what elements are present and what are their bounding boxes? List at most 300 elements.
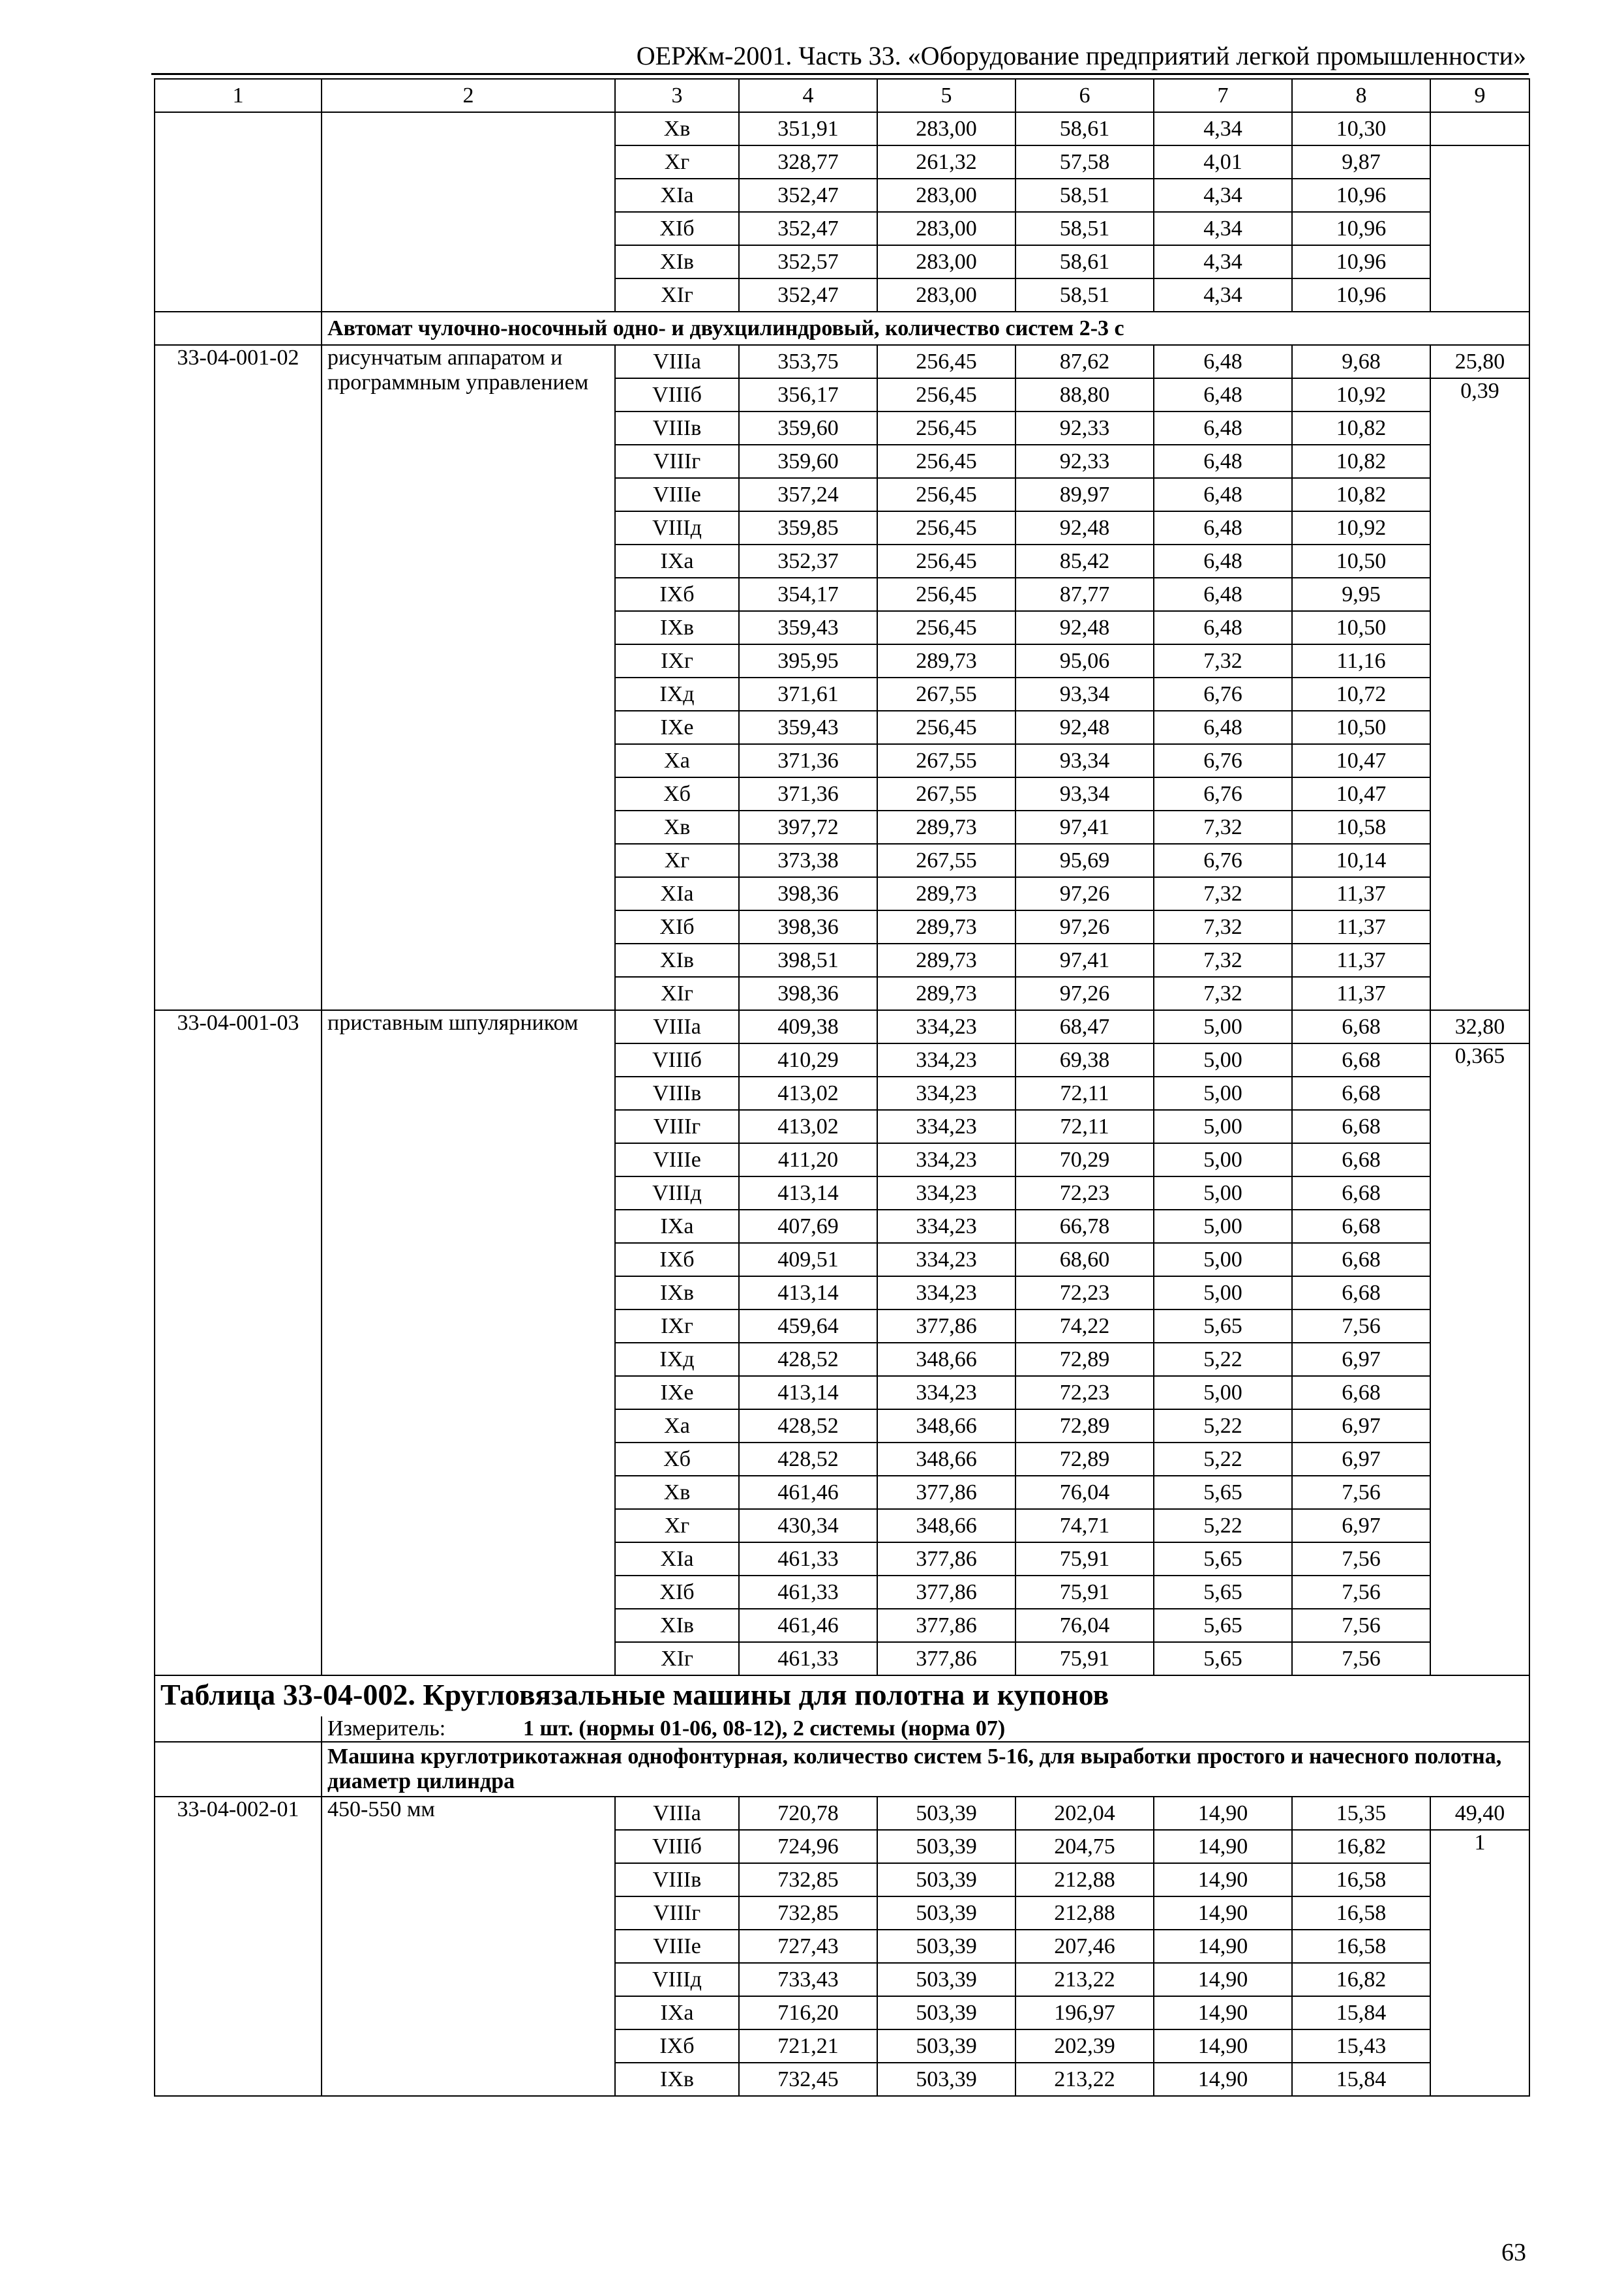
value-cell: 348,66 <box>877 1409 1015 1443</box>
value-cell: 716,20 <box>739 1996 877 2029</box>
value-cell: 334,23 <box>877 1243 1015 1276</box>
value-cell: 256,45 <box>877 511 1015 545</box>
value-cell: 76,04 <box>1015 1609 1154 1642</box>
value-cell: 413,14 <box>739 1176 877 1210</box>
zone-cell: IXб <box>615 1243 739 1276</box>
zone-cell: VIIIг <box>615 1110 739 1143</box>
zone-cell: VIIIа <box>615 1797 739 1830</box>
table-row <box>155 345 1529 378</box>
zone-cell: IXв <box>615 1276 739 1309</box>
value-cell: 14,90 <box>1154 1797 1292 1830</box>
value-cell: 5,22 <box>1154 1443 1292 1476</box>
value-cell: 95,69 <box>1015 844 1154 877</box>
value-cell: 6,48 <box>1154 345 1292 378</box>
value-cell: 11,16 <box>1292 644 1430 678</box>
value-cell: 14,90 <box>1154 1863 1292 1896</box>
zone-cell: VIIIе <box>615 478 739 511</box>
value-cell: 732,45 <box>739 2063 877 2096</box>
value-cell: 352,47 <box>739 179 877 212</box>
value-cell: 354,17 <box>739 578 877 611</box>
value-cell: 97,26 <box>1015 877 1154 910</box>
value-cell: 4,01 <box>1154 145 1292 179</box>
value-cell: 10,92 <box>1292 378 1430 411</box>
norms-table <box>154 78 1530 2097</box>
value-cell: 6,48 <box>1154 545 1292 578</box>
value-cell: 14,90 <box>1154 2029 1292 2063</box>
value-cell: 351,91 <box>739 112 877 145</box>
value-cell: 334,23 <box>877 1210 1015 1243</box>
value-cell: 334,23 <box>877 1010 1015 1043</box>
value-cell: 10,82 <box>1292 478 1430 511</box>
value-cell: 72,23 <box>1015 1176 1154 1210</box>
value-cell: 6,76 <box>1154 744 1292 777</box>
zone-cell: IXа <box>615 545 739 578</box>
value-cell: 10,96 <box>1292 278 1430 312</box>
measure-label: Измеритель: <box>327 1716 446 1741</box>
norm-name: 450-550 мм <box>322 1797 615 2096</box>
value-cell: 503,39 <box>877 1896 1015 1930</box>
value-cell: 461,46 <box>739 1609 877 1642</box>
column-number: 5 <box>877 79 1015 112</box>
zone-cell: Xб <box>615 777 739 811</box>
value-cell: 733,43 <box>739 1963 877 1996</box>
value-cell: 334,23 <box>877 1376 1015 1409</box>
norm-name: приставным шпулярником <box>322 1010 615 1675</box>
value-cell: 4,34 <box>1154 179 1292 212</box>
table-title: Таблица 33-04-002. Кругловязальные машины для полотна и купонов <box>160 1677 1109 1711</box>
value-cell: 10,96 <box>1292 212 1430 245</box>
value-cell: 334,23 <box>877 1043 1015 1077</box>
value-cell: 409,38 <box>739 1010 877 1043</box>
zone-cell: XIв <box>615 245 739 278</box>
value-cell: 10,82 <box>1292 445 1430 478</box>
value-cell: 503,39 <box>877 2063 1015 2096</box>
value-cell: 7,32 <box>1154 877 1292 910</box>
zone-cell: VIIIа <box>615 1010 739 1043</box>
value-cell: 721,21 <box>739 2029 877 2063</box>
value-cell: 5,00 <box>1154 1243 1292 1276</box>
value-cell: 16,58 <box>1292 1896 1430 1930</box>
value-cell: 11,37 <box>1292 877 1430 910</box>
value-cell: 727,43 <box>739 1930 877 1963</box>
zone-cell: XIа <box>615 1542 739 1576</box>
value-cell: 371,61 <box>739 678 877 711</box>
value-cell: 732,85 <box>739 1863 877 1896</box>
value-cell: 503,39 <box>877 1797 1015 1830</box>
value-cell: 6,97 <box>1292 1409 1430 1443</box>
value-cell: 10,47 <box>1292 744 1430 777</box>
value-cell: 97,26 <box>1015 910 1154 944</box>
value-cell: 5,00 <box>1154 1110 1292 1143</box>
value-cell: 398,36 <box>739 877 877 910</box>
value-cell: 428,52 <box>739 1443 877 1476</box>
value-cell: 69,38 <box>1015 1043 1154 1077</box>
value-cell: 377,86 <box>877 1309 1015 1343</box>
value-cell: 334,23 <box>877 1077 1015 1110</box>
column-number: 2 <box>322 79 615 112</box>
value-cell: 87,77 <box>1015 578 1154 611</box>
column-number: 3 <box>615 79 739 112</box>
value-cell: 267,55 <box>877 744 1015 777</box>
value-cell: 92,48 <box>1015 711 1154 744</box>
zone-cell: VIIIг <box>615 1896 739 1930</box>
value-cell: 256,45 <box>877 545 1015 578</box>
value-cell: 207,46 <box>1015 1930 1154 1963</box>
value-cell: 5,00 <box>1154 1376 1292 1409</box>
value-cell: 58,61 <box>1015 112 1154 145</box>
value-cell: 87,62 <box>1015 345 1154 378</box>
table-row <box>155 1797 1529 1830</box>
value-cell: 9,68 <box>1292 345 1430 378</box>
header-rule <box>151 73 1529 75</box>
zone-cell: XIг <box>615 1642 739 1675</box>
value-cell: 4,34 <box>1154 112 1292 145</box>
value-cell: 75,91 <box>1015 1576 1154 1609</box>
col9-value <box>1430 112 1529 145</box>
value-cell: 503,39 <box>877 1830 1015 1863</box>
value-cell: 503,39 <box>877 2029 1015 2063</box>
value-cell: 10,82 <box>1292 411 1430 445</box>
value-cell: 70,29 <box>1015 1143 1154 1176</box>
section-title: Машина круглотрикотажная однофонтурная, количество систем 5-16, для выработки простого и начесного полотна, диаметр цилиндра <box>322 1742 1529 1797</box>
value-cell: 289,73 <box>877 811 1015 844</box>
value-cell: 5,65 <box>1154 1609 1292 1642</box>
value-cell: 352,57 <box>739 245 877 278</box>
value-cell: 92,48 <box>1015 611 1154 644</box>
zone-cell: Xв <box>615 1476 739 1509</box>
zone-cell: IXе <box>615 1376 739 1409</box>
value-cell: 10,96 <box>1292 179 1430 212</box>
value-cell: 289,73 <box>877 944 1015 977</box>
value-cell: 97,41 <box>1015 811 1154 844</box>
zone-cell: XIв <box>615 944 739 977</box>
value-cell: 58,51 <box>1015 179 1154 212</box>
zone-cell: IXб <box>615 578 739 611</box>
value-cell: 75,91 <box>1015 1542 1154 1576</box>
value-cell: 92,33 <box>1015 411 1154 445</box>
value-cell: 14,90 <box>1154 2063 1292 2096</box>
value-cell: 15,84 <box>1292 2063 1430 2096</box>
zone-cell: IXа <box>615 1996 739 2029</box>
column-number-row <box>155 79 1529 112</box>
value-cell: 4,34 <box>1154 245 1292 278</box>
value-cell: 15,84 <box>1292 1996 1430 2029</box>
value-cell: 72,89 <box>1015 1443 1154 1476</box>
column-number: 6 <box>1015 79 1154 112</box>
value-cell: 93,34 <box>1015 744 1154 777</box>
zone-cell: IXг <box>615 644 739 678</box>
value-cell: 16,58 <box>1292 1930 1430 1963</box>
value-cell: 428,52 <box>739 1343 877 1376</box>
value-cell: 7,32 <box>1154 977 1292 1010</box>
value-cell: 213,22 <box>1015 2063 1154 2096</box>
norm-code: 33-04-001-02 <box>155 345 322 1010</box>
value-cell: 6,48 <box>1154 711 1292 744</box>
value-cell: 6,68 <box>1292 1210 1430 1243</box>
value-cell: 377,86 <box>877 1642 1015 1675</box>
zone-cell: VIIIе <box>615 1143 739 1176</box>
value-cell: 9,95 <box>1292 578 1430 611</box>
value-cell: 92,33 <box>1015 445 1154 478</box>
value-cell: 359,60 <box>739 411 877 445</box>
value-cell: 6,68 <box>1292 1276 1430 1309</box>
column-number: 7 <box>1154 79 1292 112</box>
zone-cell: IXг <box>615 1309 739 1343</box>
value-cell: 5,00 <box>1154 1276 1292 1309</box>
zone-cell: VIIIд <box>615 511 739 545</box>
section-title: Автомат чулочно-носочный одно- и двухцилиндровый, количество систем 2-3 с <box>322 312 1529 345</box>
value-cell: 428,52 <box>739 1409 877 1443</box>
value-cell: 5,65 <box>1154 1576 1292 1609</box>
value-cell: 6,48 <box>1154 578 1292 611</box>
column-number: 1 <box>155 79 322 112</box>
value-cell: 398,36 <box>739 910 877 944</box>
value-cell: 74,22 <box>1015 1309 1154 1343</box>
value-cell: 5,00 <box>1154 1043 1292 1077</box>
value-cell: 359,43 <box>739 611 877 644</box>
section-spacer <box>155 1742 322 1797</box>
value-cell: 7,32 <box>1154 910 1292 944</box>
zone-cell: XIб <box>615 212 739 245</box>
value-cell: 328,77 <box>739 145 877 179</box>
value-cell: 72,11 <box>1015 1110 1154 1143</box>
section-spacer <box>155 312 322 345</box>
measure-cell <box>322 1716 1529 1742</box>
zone-cell: IXд <box>615 678 739 711</box>
value-cell: 10,50 <box>1292 611 1430 644</box>
value-cell: 256,45 <box>877 411 1015 445</box>
value-cell: 289,73 <box>877 877 1015 910</box>
value-cell: 407,69 <box>739 1210 877 1243</box>
zone-cell: Xа <box>615 1409 739 1443</box>
measure-value: 1 шт. (нормы 01-06, 08-12), 2 системы (норма 07) <box>523 1716 1006 1741</box>
measure-row <box>155 1716 1529 1742</box>
value-cell: 7,56 <box>1292 1542 1430 1576</box>
zone-cell: VIIIа <box>615 345 739 378</box>
norm-code <box>155 112 322 312</box>
value-cell: 97,26 <box>1015 977 1154 1010</box>
value-cell: 256,45 <box>877 611 1015 644</box>
value-cell: 398,51 <box>739 944 877 977</box>
value-cell: 6,76 <box>1154 844 1292 877</box>
value-cell: 7,56 <box>1292 1576 1430 1609</box>
value-cell: 11,37 <box>1292 977 1430 1010</box>
zone-cell: IXа <box>615 1210 739 1243</box>
table-title-cell <box>155 1675 1529 1716</box>
zone-cell: Xб <box>615 1443 739 1476</box>
value-cell: 461,33 <box>739 1576 877 1609</box>
value-cell: 413,02 <box>739 1077 877 1110</box>
value-cell: 503,39 <box>877 1963 1015 1996</box>
value-cell: 10,47 <box>1292 777 1430 811</box>
value-cell: 4,34 <box>1154 278 1292 312</box>
zone-cell: VIIIб <box>615 1043 739 1077</box>
value-cell: 283,00 <box>877 112 1015 145</box>
value-cell: 202,39 <box>1015 2029 1154 2063</box>
value-cell: 213,22 <box>1015 1963 1154 1996</box>
value-cell: 6,68 <box>1292 1143 1430 1176</box>
value-cell: 413,02 <box>739 1110 877 1143</box>
value-cell: 7,56 <box>1292 1476 1430 1509</box>
zone-cell: XIб <box>615 910 739 944</box>
value-cell: 9,87 <box>1292 145 1430 179</box>
zone-cell: IXд <box>615 1343 739 1376</box>
value-cell: 348,66 <box>877 1509 1015 1542</box>
value-cell: 6,68 <box>1292 1043 1430 1077</box>
value-cell: 256,45 <box>877 578 1015 611</box>
value-cell: 93,34 <box>1015 678 1154 711</box>
value-cell: 95,06 <box>1015 644 1154 678</box>
col9-value: 0,365 <box>1430 1043 1529 1675</box>
value-cell: 283,00 <box>877 278 1015 312</box>
value-cell: 503,39 <box>877 1863 1015 1896</box>
col9-value: 0,39 <box>1430 378 1529 1010</box>
page-number: 63 <box>1501 2239 1526 2266</box>
value-cell: 410,29 <box>739 1043 877 1077</box>
zone-cell: XIг <box>615 278 739 312</box>
table-row <box>155 112 1529 145</box>
zone-cell: Xг <box>615 145 739 179</box>
value-cell: 348,66 <box>877 1443 1015 1476</box>
value-cell: 11,37 <box>1292 944 1430 977</box>
column-number: 9 <box>1430 79 1529 112</box>
value-cell: 6,48 <box>1154 445 1292 478</box>
value-cell: 4,34 <box>1154 212 1292 245</box>
value-cell: 10,92 <box>1292 511 1430 545</box>
value-cell: 395,95 <box>739 644 877 678</box>
zone-cell: VIIIд <box>615 1176 739 1210</box>
table-body <box>155 79 1529 2096</box>
value-cell: 85,42 <box>1015 545 1154 578</box>
value-cell: 6,48 <box>1154 411 1292 445</box>
value-cell: 289,73 <box>877 910 1015 944</box>
value-cell: 256,45 <box>877 445 1015 478</box>
value-cell: 720,78 <box>739 1797 877 1830</box>
value-cell: 409,51 <box>739 1243 877 1276</box>
zone-cell: Xв <box>615 811 739 844</box>
zone-cell: VIIIб <box>615 378 739 411</box>
value-cell: 334,23 <box>877 1110 1015 1143</box>
value-cell: 14,90 <box>1154 1930 1292 1963</box>
col9-value: 32,80 <box>1430 1010 1529 1043</box>
value-cell: 212,88 <box>1015 1863 1154 1896</box>
value-cell: 6,68 <box>1292 1110 1430 1143</box>
value-cell: 256,45 <box>877 478 1015 511</box>
value-cell: 371,36 <box>739 777 877 811</box>
zone-cell: VIIIе <box>615 1930 739 1963</box>
value-cell: 357,24 <box>739 478 877 511</box>
value-cell: 6,68 <box>1292 1376 1430 1409</box>
value-cell: 72,89 <box>1015 1343 1154 1376</box>
zone-cell: VIIIв <box>615 1863 739 1896</box>
value-cell: 256,45 <box>877 711 1015 744</box>
value-cell: 5,22 <box>1154 1409 1292 1443</box>
value-cell: 10,14 <box>1292 844 1430 877</box>
zone-cell: XIб <box>615 1576 739 1609</box>
value-cell: 16,82 <box>1292 1830 1430 1863</box>
value-cell: 371,36 <box>739 744 877 777</box>
value-cell: 10,50 <box>1292 711 1430 744</box>
value-cell: 5,00 <box>1154 1210 1292 1243</box>
value-cell: 356,17 <box>739 378 877 411</box>
value-cell: 377,86 <box>877 1576 1015 1609</box>
value-cell: 202,04 <box>1015 1797 1154 1830</box>
zone-cell: XIа <box>615 877 739 910</box>
value-cell: 724,96 <box>739 1830 877 1863</box>
value-cell: 503,39 <box>877 1996 1015 2029</box>
zone-cell: VIIIб <box>615 1830 739 1863</box>
value-cell: 7,56 <box>1292 1609 1430 1642</box>
value-cell: 267,55 <box>877 777 1015 811</box>
value-cell: 359,60 <box>739 445 877 478</box>
zone-cell: VIIIв <box>615 411 739 445</box>
value-cell: 334,23 <box>877 1176 1015 1210</box>
value-cell: 14,90 <box>1154 1896 1292 1930</box>
value-cell: 72,23 <box>1015 1276 1154 1309</box>
zone-cell: VIIIв <box>615 1077 739 1110</box>
value-cell: 6,68 <box>1292 1010 1430 1043</box>
value-cell: 373,38 <box>739 844 877 877</box>
value-cell: 68,47 <box>1015 1010 1154 1043</box>
value-cell: 256,45 <box>877 345 1015 378</box>
value-cell: 413,14 <box>739 1376 877 1409</box>
zone-cell: Xг <box>615 844 739 877</box>
value-cell: 58,51 <box>1015 212 1154 245</box>
value-cell: 7,56 <box>1292 1642 1430 1675</box>
value-cell: 348,66 <box>877 1343 1015 1376</box>
value-cell: 283,00 <box>877 245 1015 278</box>
value-cell: 97,41 <box>1015 944 1154 977</box>
value-cell: 6,97 <box>1292 1509 1430 1542</box>
value-cell: 6,68 <box>1292 1176 1430 1210</box>
zone-cell: Xа <box>615 744 739 777</box>
value-cell: 377,86 <box>877 1542 1015 1576</box>
section-row <box>155 312 1529 345</box>
value-cell: 267,55 <box>877 844 1015 877</box>
zone-cell: XIа <box>615 179 739 212</box>
value-cell: 93,34 <box>1015 777 1154 811</box>
value-cell: 5,00 <box>1154 1010 1292 1043</box>
value-cell: 6,68 <box>1292 1077 1430 1110</box>
value-cell: 15,35 <box>1292 1797 1430 1830</box>
zone-cell: IXб <box>615 2029 739 2063</box>
value-cell: 461,33 <box>739 1542 877 1576</box>
value-cell: 5,00 <box>1154 1077 1292 1110</box>
col9-value <box>1430 145 1529 312</box>
value-cell: 72,89 <box>1015 1409 1154 1443</box>
value-cell: 283,00 <box>877 212 1015 245</box>
value-cell: 14,90 <box>1154 1996 1292 2029</box>
value-cell: 267,55 <box>877 678 1015 711</box>
section-row <box>155 1742 1529 1797</box>
value-cell: 5,00 <box>1154 1143 1292 1176</box>
value-cell: 16,82 <box>1292 1963 1430 1996</box>
zone-cell: XIв <box>615 1609 739 1642</box>
zone-cell: VIIIд <box>615 1963 739 1996</box>
value-cell: 5,00 <box>1154 1176 1292 1210</box>
value-cell: 353,75 <box>739 345 877 378</box>
norm-name <box>322 112 615 312</box>
col9-value: 1 <box>1430 1830 1529 2096</box>
value-cell: 352,37 <box>739 545 877 578</box>
value-cell: 10,30 <box>1292 112 1430 145</box>
value-cell: 6,48 <box>1154 511 1292 545</box>
value-cell: 68,60 <box>1015 1243 1154 1276</box>
value-cell: 10,72 <box>1292 678 1430 711</box>
value-cell: 413,14 <box>739 1276 877 1309</box>
value-cell: 92,48 <box>1015 511 1154 545</box>
value-cell: 11,37 <box>1292 910 1430 944</box>
